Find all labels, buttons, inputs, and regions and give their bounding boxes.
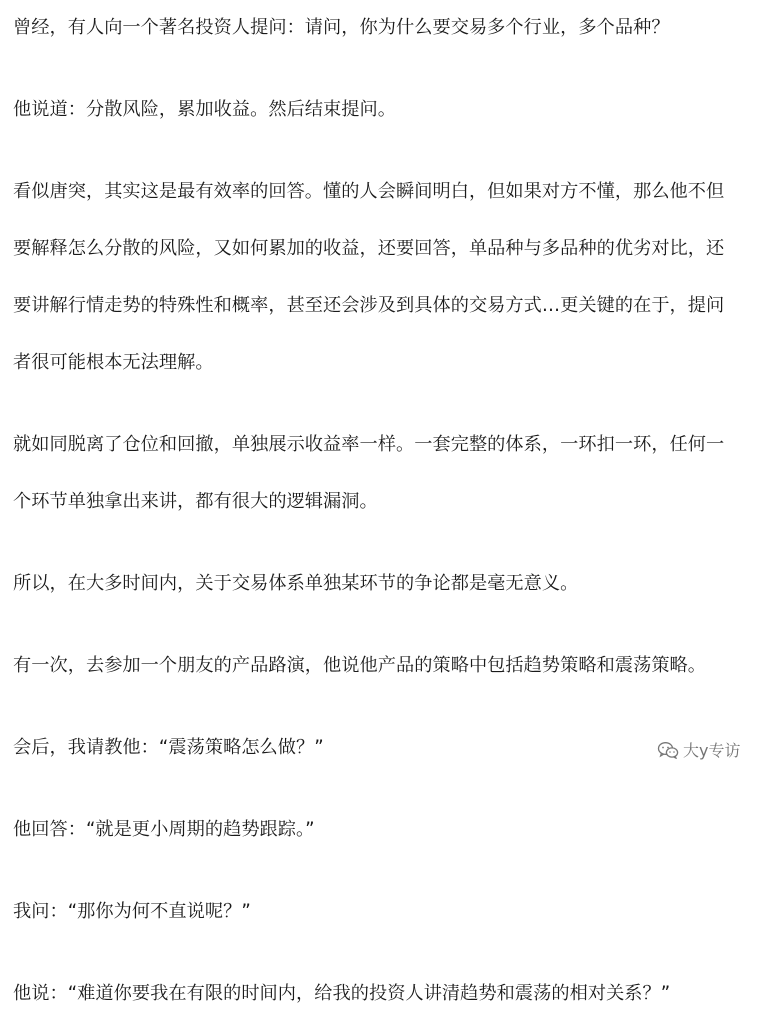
text-line: 看似唐突，其实这是最有效率的回答。懂的人会瞬间明白，但如果对方不懂，那么他不但 xyxy=(13,181,725,202)
paragraph-dialogue-4 xyxy=(13,965,775,1022)
paragraph-analogy xyxy=(13,416,775,530)
text-line: 他说道：分散风险，累加收益。然后结束提问。 xyxy=(13,99,396,120)
text-line: 要讲解行情走势的特殊性和概率，甚至还会涉及到具体的交易方式…更关键的在于，提问 xyxy=(13,295,725,316)
article-body xyxy=(13,0,775,1022)
paragraph-explanation xyxy=(13,163,775,391)
text-line: 就如同脱离了仓位和回撤，单独展示收益率一样。一套完整的体系，一环扣一环，任何一 xyxy=(13,434,725,455)
paragraph-roadshow xyxy=(13,637,775,694)
watermark xyxy=(657,738,740,761)
paragraph-conclusion xyxy=(13,555,775,612)
text-line: 要解释怎么分散的风险，又如何累加的收益，还要回答，单品种与多品种的优劣对比，还 xyxy=(13,238,725,259)
watermark-text: 大y专访 xyxy=(683,741,741,760)
text-line: 曾经，有人向一个著名投资人提问：请问，你为什么要交易多个行业，多个品种？ xyxy=(13,17,670,38)
paragraph-dialogue-3 xyxy=(13,883,775,940)
text-line: 者很可能根本无法理解。 xyxy=(13,352,214,373)
text-line: 所以，在大多时间内，关于交易体系单独某环节的争论都是毫无意义。 xyxy=(13,573,579,594)
text-line: 个环节单独拿出来讲，都有很大的逻辑漏洞。 xyxy=(13,491,378,512)
text-line: 他回答：“就是更小周期的趋势跟踪。” xyxy=(13,819,315,840)
wechat-icon xyxy=(657,741,679,759)
paragraph-answer xyxy=(13,81,775,138)
paragraph-question xyxy=(13,0,775,56)
text-line: 有一次，去参加一个朋友的产品路演，他说他产品的策略中包括趋势策略和震荡策略。 xyxy=(13,655,707,676)
text-line: 他说：“难道你要我在有限的时间内，给我的投资人讲清趋势和震荡的相对关系？” xyxy=(13,983,671,1004)
paragraph-dialogue-2 xyxy=(13,801,775,858)
text-line: 我问：“那你为何不直说呢？” xyxy=(13,901,251,922)
text-line: 会后，我请教他：“震荡策略怎么做？” xyxy=(13,737,324,758)
